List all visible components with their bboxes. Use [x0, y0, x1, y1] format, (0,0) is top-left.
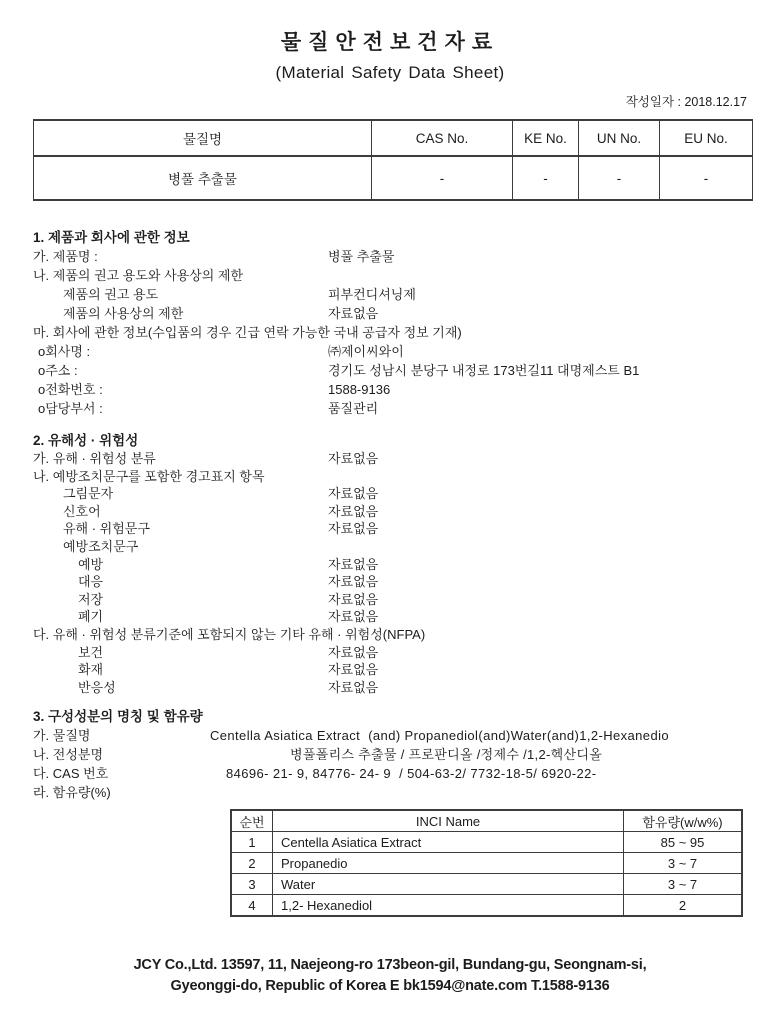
cell-content-percent: 2	[624, 895, 743, 917]
col-header-eu-no: EU No.	[660, 120, 753, 156]
document-body	[0, 228, 780, 917]
col-header-un-no: UN No.	[579, 120, 660, 156]
field-row	[33, 626, 747, 644]
field-row	[33, 538, 747, 556]
composition-table-row	[231, 874, 742, 895]
col-header-index: 순번	[231, 810, 273, 832]
cell-ke-no: -	[513, 156, 579, 200]
field-row	[33, 520, 747, 538]
cell-cas-no: -	[372, 156, 513, 200]
field-label: 신호어	[63, 503, 101, 519]
cell-content-percent: 3 ~ 7	[624, 853, 743, 874]
cell-substance-name: 병풀 추출물	[34, 156, 372, 200]
field-label: o전화번호 :	[38, 382, 103, 397]
field-value: 병풀 추출물	[328, 249, 395, 264]
field-label: o담당부서 :	[38, 401, 103, 416]
field-value: 경기도 성남시 분당구 내정로 173번길11 대명제스트 B1	[328, 363, 640, 378]
cell-eu-no: -	[660, 156, 753, 200]
field-label: 저장	[78, 591, 104, 607]
cell-content-percent: 3 ~ 7	[624, 874, 743, 895]
field-label: 다. CAS 번호	[33, 766, 109, 782]
footer-address-line2: Gyeonggi-do, Republic of Korea E bk1594@nate.com T.1588-9136	[170, 978, 610, 994]
field-label: 가. 유해 · 위험성 분류	[33, 451, 156, 466]
cell-index: 3	[231, 874, 273, 895]
composition-table-row	[231, 895, 742, 917]
footer-address-line1: JCY Co.,Ltd. 13597, 11, Naejeong-ro 173beon-gil, Bundang-gu, Seongnam-si,	[133, 957, 647, 973]
field-row	[33, 247, 747, 266]
field-label: 유해 · 위험문구	[63, 521, 150, 537]
cell-inci-name: Water	[273, 874, 624, 895]
field-row	[33, 573, 747, 591]
field-value: 자료없음	[328, 306, 379, 321]
field-value: 자료없음	[328, 644, 379, 660]
field-row	[33, 450, 747, 468]
field-row	[33, 323, 747, 342]
field-label: 예방조치문구	[63, 538, 139, 554]
field-row	[33, 380, 747, 399]
field-value: 1588-9136	[328, 382, 391, 397]
field-row	[33, 591, 747, 609]
field-row	[33, 679, 747, 697]
col-header-inci-name: INCI Name	[273, 810, 624, 832]
field-value: 자료없음	[328, 556, 379, 572]
field-value: 자료없음	[328, 503, 379, 519]
cell-index: 2	[231, 853, 273, 874]
cell-inci-name: Centella Asiatica Extract	[273, 832, 624, 853]
field-label: 마. 회사에 관한 정보(수입품의 경우 긴급 연락 가능한 국내 공급자 정보 기재)	[33, 325, 462, 340]
composition-table-header-row	[231, 810, 742, 832]
document-title-english: (Material Safety Data Sheet)	[275, 63, 505, 82]
field-row	[33, 726, 747, 745]
field-label: 제품의 권고 용도	[63, 287, 159, 302]
field-row	[33, 304, 747, 323]
field-label: o회사명 :	[38, 344, 91, 359]
field-label: 예방	[78, 556, 104, 572]
field-value: 자료없음	[328, 662, 379, 678]
col-header-content-percent: 함유량(w/w%)	[624, 810, 743, 832]
field-value: 품질관리	[328, 401, 379, 416]
section3-heading: 3. 구성성분의 명칭 및 함유량	[33, 709, 203, 725]
section1-heading: 1. 제품과 회사에 관한 정보	[33, 230, 190, 245]
field-value: 자료없음	[328, 591, 379, 607]
field-label: 반응성	[78, 679, 116, 695]
field-row	[33, 503, 747, 521]
field-label: 나. 예방조치문구를 포함한 경고표지 항목	[33, 468, 265, 484]
cell-un-no: -	[579, 156, 660, 200]
field-value-cas-numbers: 84696- 21- 9, 84776- 24- 9 / 504-63-2/ 7732-18-5/ 6920-22-	[226, 766, 597, 782]
field-row	[33, 399, 747, 418]
field-row	[33, 608, 747, 626]
field-value: 자료없음	[328, 486, 379, 502]
field-value: 자료없음	[328, 574, 379, 590]
company-footer	[0, 955, 780, 997]
substance-id-table-data-row	[34, 156, 753, 200]
field-value: 자료없음	[328, 679, 379, 695]
col-header-substance-name: 물질명	[34, 120, 372, 156]
field-row	[33, 745, 747, 764]
field-value-inci-names: Centella Asiatica Extract (and) Propanediol(and)Water(and)1,2-Hexanedio	[210, 728, 669, 744]
field-value: 자료없음	[328, 609, 379, 625]
col-header-ke-no: KE No.	[513, 120, 579, 156]
field-label: 나. 전성분명	[33, 747, 104, 763]
field-row	[33, 285, 747, 304]
field-row	[33, 661, 747, 679]
field-value: 자료없음	[328, 521, 379, 537]
field-row	[33, 468, 747, 486]
field-label: 폐기	[78, 609, 104, 625]
substance-id-table	[33, 119, 753, 201]
document-title-korean: 물질안전보건자료	[280, 31, 500, 54]
composition-table-row	[231, 832, 742, 853]
field-row	[33, 644, 747, 662]
creation-date: 작성일자 : 2018.12.17	[625, 95, 747, 109]
field-label: 가. 물질명	[33, 728, 91, 744]
field-row	[33, 783, 747, 802]
field-label: 라. 함유량(%)	[33, 785, 111, 801]
field-value-korean-names: 병풀폴리스 추출물 / 프로판디올 /정제수 /1,2-헥산디올	[290, 747, 603, 763]
substance-id-table-header-row	[34, 120, 753, 156]
field-value: 자료없음	[328, 451, 379, 466]
field-value: 피부컨디셔닝제	[328, 287, 416, 302]
field-row	[33, 361, 747, 380]
field-label: 보건	[78, 644, 104, 660]
field-row	[33, 485, 747, 503]
field-row	[33, 764, 747, 783]
field-value: ㈜제이씨와이	[328, 344, 404, 359]
section-hazard-info	[33, 431, 747, 696]
cell-index: 4	[231, 895, 273, 917]
field-label: 제품의 사용상의 제한	[63, 306, 184, 321]
composition-table-row	[231, 853, 742, 874]
field-label: 나. 제품의 권고 용도와 사용상의 제한	[33, 268, 244, 283]
section-composition-info	[33, 707, 747, 917]
field-label: 다. 유해 · 위험성 분류기준에 포함되지 않는 기타 유해 · 위험성(NFPA)	[33, 626, 426, 642]
col-header-cas-no: CAS No.	[372, 120, 513, 156]
cell-inci-name: Propanedio	[273, 853, 624, 874]
field-label: o주소 :	[38, 363, 78, 378]
cell-inci-name: 1,2- Hexanediol	[273, 895, 624, 917]
section-product-company-info	[33, 228, 747, 418]
section2-heading: 2. 유해성 · 위험성	[33, 433, 139, 448]
field-row	[33, 266, 747, 285]
field-row	[33, 556, 747, 574]
composition-table	[230, 809, 743, 917]
cell-content-percent: 85 ~ 95	[624, 832, 743, 853]
field-label: 대응	[78, 574, 104, 590]
field-label: 화재	[78, 662, 104, 678]
field-label: 그림문자	[63, 486, 114, 502]
field-label: 가. 제품명 :	[33, 249, 98, 264]
cell-index: 1	[231, 832, 273, 853]
field-row	[33, 342, 747, 361]
